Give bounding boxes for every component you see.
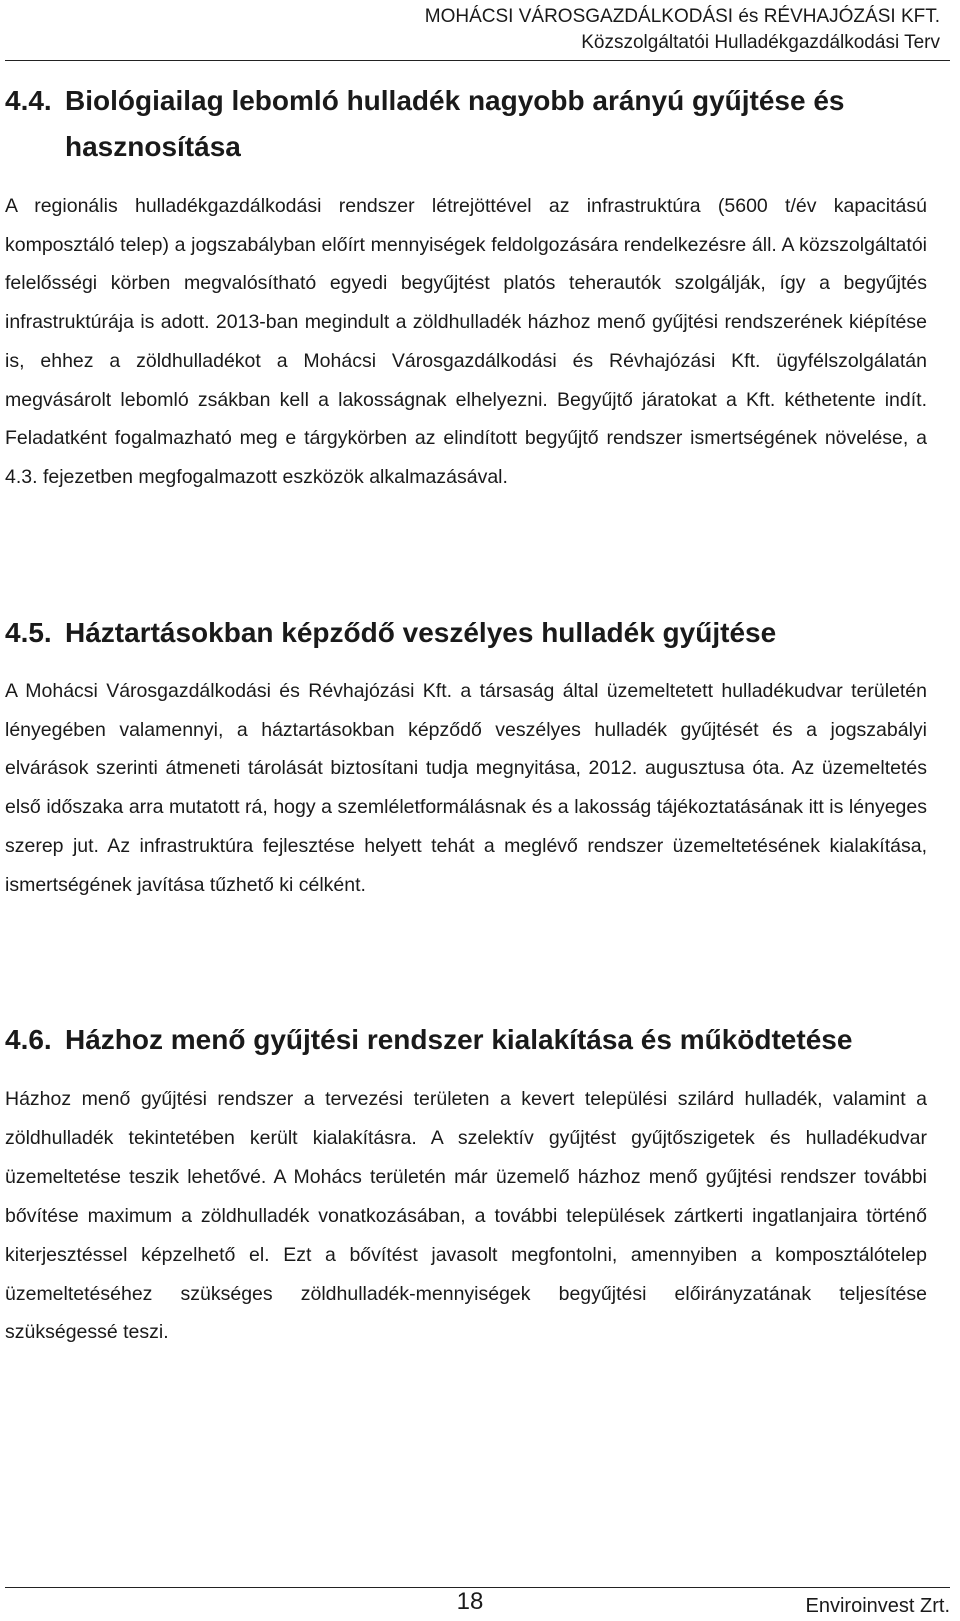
header-company-name: MOHÁCSI VÁROSGAZDÁLKODÁSI és RÉVHAJÓZÁSI KFT.: [424, 6, 940, 27]
section-body-4-4: A regionális hulladékgazdálkodási rendszer létrejöttével az infrastruktúra (5600 t/év kapacitású komposztáló telep) a jogszabályban előírt mennyiségek feldolgozására rendelkezésre áll. A közszolgáltatói felelősségi körben megvalósítható egyedi begyűjtést platós teherautók szolgálják, így a begyűjtés infrastruktúrája is adott. 2013-ban megindult a zöldhulladék házhoz menő gyűjtési rendszerének kiépítése is, ehhez a zöldhulladékot a Mohácsi Városgazdálkodási és Révhajózási Kft. ügyfélszolgálatán megvásárolt lebomló zsákban kell a lakosságnak elhelyezni. Begyűjtő járatokat a Kft. kéthetente indít. Feladatként fogalmazható meg e tárgykörben az elindított begyűjtő rendszer ismertségének növelése, a 4.3. fejezetben megfogalmazott eszközök alkalmazásával.: [5, 195, 927, 488]
section-body-4-6: Házhoz menő gyűjtési rendszer a tervezési területen a kevert települési szilárd hulladék, valamint a zöldhulladék tekintetében került kialakításra. A szelektív gyűjtést gyűjtőszigetek és hulladékudvar üzemeltetése teszik lehetővé. A Mohács területén már üzemelő házhoz menő gyűjtési rendszer további bővítése maximum a zöldhulladék vonatkozásában, a további települések zártkerti ingatlanjaira történő kiterjesztéssel képzelhető el. Ezt a bővítést javasolt megfontolni, amennyiben a komposztálótelep üzemeltetéséhez szükséges zöldhulladék-mennyiségek begyűjtési előirányzatának teljesítése szükségessé teszi.: [5, 1088, 927, 1344]
section-heading-4-6: [5, 1017, 925, 1062]
header-document-title: Közszolgáltatói Hulladékgazdálkodási Terv: [581, 32, 940, 53]
section-number: 4.4.: [5, 85, 52, 116]
header-divider: [5, 60, 950, 61]
page-number: 18: [456, 1588, 484, 1615]
section-title-line1: Biológiailag lebomló hulladék nagyobb arányú gyűjtése és: [65, 85, 845, 116]
section-heading-4-4-cont: [5, 124, 925, 169]
section-heading-4-5: [5, 610, 925, 655]
section-title-line2: hasznosítása: [65, 131, 241, 162]
section-title: Háztartásokban képződő veszélyes hulladék gyűjtése: [65, 617, 777, 648]
section-number: 4.5.: [5, 617, 52, 648]
section-title: Házhoz menő gyűjtési rendszer kialakítása és működtetése: [65, 1024, 853, 1055]
section-heading-4-4: [5, 78, 925, 123]
section-body-4-5: A Mohácsi Városgazdálkodási és Révhajózási Kft. a társaság által üzemeltetett hulladékudvar területén lényegében valamennyi, a háztartásokban képződő veszélyes hulladék gyűjtését és a jogszabályi elvárások szerinti átmeneti tárolását biztosítani tudja megnyitása, 2012. augusztusa óta. Az üzemeltetés első időszaka arra mutatott rá, hogy a szemléletformálásnak és a lakosság tájékoztatásának itt is lényeges szerep jut. Az infrastruktúra fejlesztése helyett tehát a meglévő rendszer üzemeltetésének kialakítása, ismertségének javítása tűzhető ki célként.: [5, 680, 927, 896]
section-number: 4.6.: [5, 1024, 52, 1055]
footer-company: Enviroinvest Zrt.: [805, 1595, 950, 1617]
page-header: [180, 4, 940, 56]
